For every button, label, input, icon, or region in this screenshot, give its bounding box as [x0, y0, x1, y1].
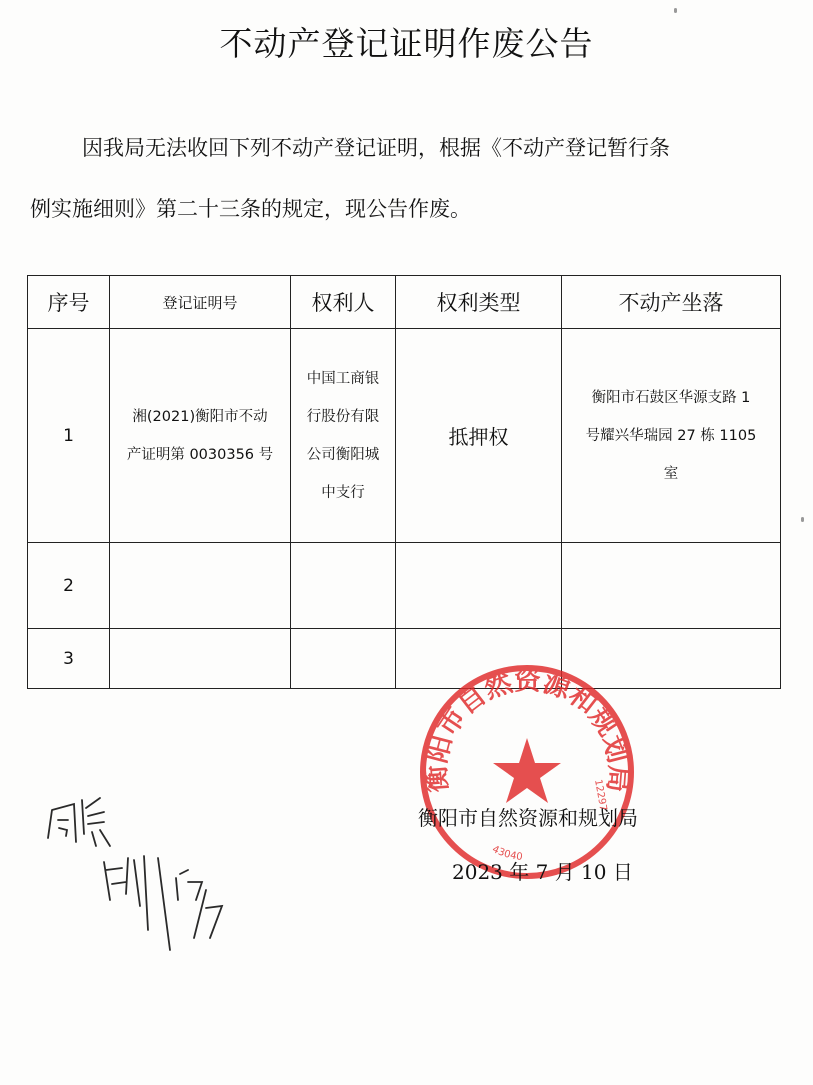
- announcement-body: [30, 118, 750, 240]
- holder-line: 行股份有限: [306, 408, 380, 425]
- certificate-table: [27, 275, 781, 689]
- empty-cell: [396, 543, 562, 629]
- page-title: 不动产登记证明作废公告: [219, 24, 594, 63]
- seal-text: 衡阳市自然资源和规划局: [420, 665, 635, 794]
- empty-cell: [562, 543, 781, 629]
- empty-cell: [110, 543, 291, 629]
- row-serial: 2: [28, 543, 110, 629]
- holder-line: 中支行: [321, 484, 365, 501]
- body-line-1: 因我局无法收回下列不动产登记证明，根据《不动产登记暂行条: [82, 136, 670, 160]
- header-right-type: 权利类型: [396, 276, 562, 329]
- location-line: 衡阳市石鼓区华源支路 1: [591, 389, 751, 406]
- seal-code-2: 12297: [592, 778, 609, 812]
- header-holder: 权利人: [291, 276, 396, 329]
- cert-no-cell: [110, 329, 291, 543]
- table-row: [28, 329, 781, 543]
- handwritten-signature: [30, 770, 240, 970]
- row-serial: 1: [28, 329, 110, 543]
- empty-cell: [291, 543, 396, 629]
- holder-line: 中国工商银: [306, 370, 380, 387]
- table-row: [28, 629, 781, 689]
- seal-code: 43040: [490, 844, 524, 863]
- issue-date: 2023 年 7 月 10 日: [452, 860, 633, 884]
- body-line-2: 例实施细则》第二十三条的规定，现公告作废。: [30, 197, 471, 221]
- location-cell: [562, 329, 781, 543]
- cert-line: 湘(2021)衡阳市不动: [132, 408, 268, 425]
- cert-line: 产证明第 0030356 号: [126, 446, 274, 463]
- right-type-cell: 抵押权: [396, 329, 562, 543]
- seal-star-icon: [493, 738, 561, 803]
- header-serial: 序号: [28, 276, 110, 329]
- table-row: [28, 543, 781, 629]
- table-header-row: [28, 276, 781, 329]
- holder-line: 公司衡阳城: [306, 446, 380, 463]
- row-serial: 3: [28, 629, 110, 689]
- scan-speck: [801, 517, 804, 522]
- holder-cell: [291, 329, 396, 543]
- scan-speck: [674, 8, 677, 13]
- empty-cell: [291, 629, 396, 689]
- empty-cell: [110, 629, 291, 689]
- issuer-name: 衡阳市自然资源和规划局: [418, 806, 638, 830]
- header-location: 不动产坐落: [562, 276, 781, 329]
- location-line: 室: [663, 465, 679, 482]
- header-cert-no: 登记证明号: [110, 276, 291, 329]
- location-line: 号耀兴华瑞园 27 栋 1105: [585, 427, 757, 444]
- official-seal-stamp: [415, 660, 640, 885]
